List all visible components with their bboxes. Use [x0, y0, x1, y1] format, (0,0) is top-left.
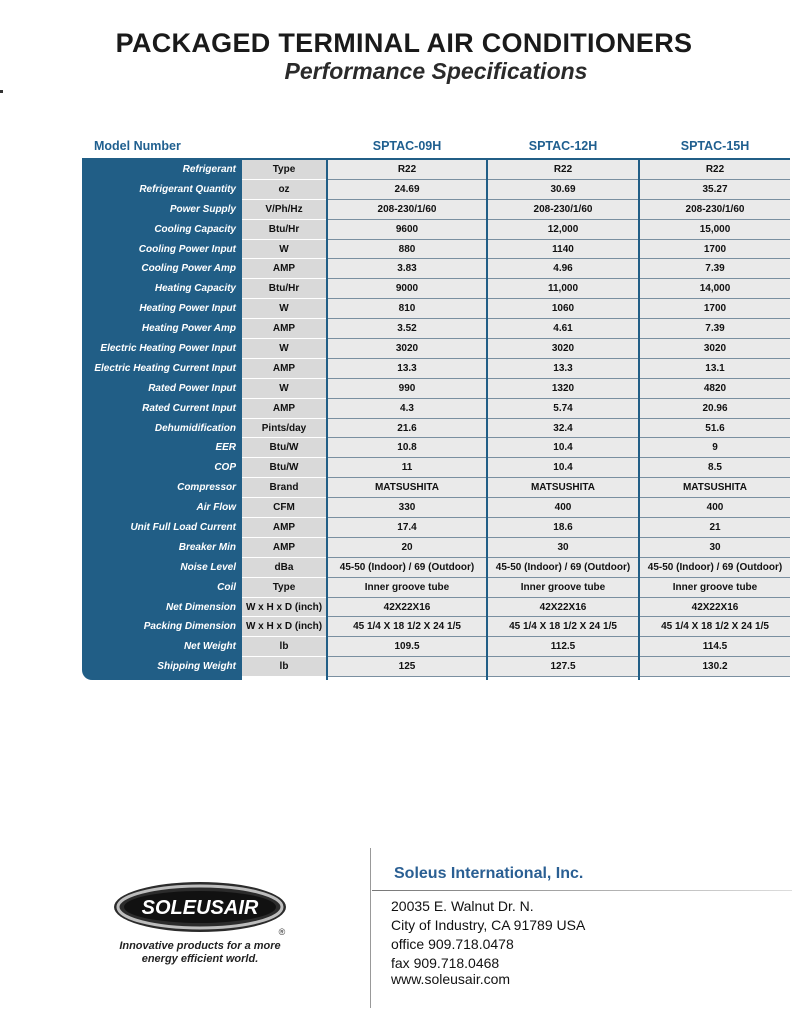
row-label: Packing Dimension: [143, 621, 236, 633]
table-row: [82, 220, 790, 240]
row-value: 18.6: [488, 518, 638, 538]
row-label: Cooling Power Amp: [141, 263, 236, 275]
footer-horizontal-rule: [372, 890, 792, 891]
table-row: [82, 319, 790, 339]
row-unit: AMP: [242, 359, 326, 379]
row-value: 3020: [328, 339, 486, 359]
row-label: COP: [214, 462, 236, 474]
table-row: [82, 578, 790, 598]
office-phone: office 909.718.0478: [391, 936, 514, 952]
table-row: [82, 359, 790, 379]
row-value: 114.5: [640, 637, 790, 657]
row-unit: AMP: [242, 538, 326, 558]
row-value: 13.1: [640, 359, 790, 379]
row-value: R22: [640, 160, 790, 180]
row-value: 45 1/4 X 18 1/2 X 24 1/5: [488, 617, 638, 637]
row-value: 810: [328, 299, 486, 319]
row-value: 20: [328, 538, 486, 558]
row-value: 10.4: [488, 438, 638, 458]
row-value: 208-230/1/60: [488, 200, 638, 220]
row-value: 11,000: [488, 279, 638, 299]
row-value: 8.5: [640, 458, 790, 478]
model-number-header: Model Number: [94, 139, 181, 153]
row-value: 42X22X16: [488, 598, 638, 618]
row-label: Coil: [217, 581, 236, 593]
row-value: 4.3: [328, 399, 486, 419]
tagline-line-1: Innovative products for a more: [119, 940, 281, 952]
row-label: Electric Heating Current Input: [94, 362, 236, 374]
page-title: PACKAGED TERMINAL AIR CONDITIONERS: [115, 28, 693, 58]
row-unit: lb: [242, 637, 326, 657]
row-unit: W x H x D (inch): [242, 598, 326, 618]
row-value: 9000: [328, 279, 486, 299]
row-value: 3.52: [328, 319, 486, 339]
row-label: Heating Power Input: [139, 303, 236, 315]
row-value: 21: [640, 518, 790, 538]
row-value: 127.5: [488, 657, 638, 677]
row-value: 1140: [488, 240, 638, 260]
row-value: 10.8: [328, 438, 486, 458]
row-value: Inner groove tube: [640, 578, 790, 598]
margin-mark: [0, 90, 3, 93]
address-line-2: City of Industry, CA 91789 USA: [391, 917, 586, 933]
row-value: 1700: [640, 240, 790, 260]
row-label: Net Weight: [183, 641, 236, 653]
table-row: [82, 399, 790, 419]
row-label: Electric Heating Power Input: [100, 343, 236, 355]
row-label: EER: [215, 442, 236, 454]
row-value: 208-230/1/60: [328, 200, 486, 220]
row-label: Cooling Capacity: [154, 223, 236, 235]
row-unit: Pints/day: [242, 419, 326, 439]
row-value: 9: [640, 438, 790, 458]
row-unit: AMP: [242, 399, 326, 419]
table-row: [82, 180, 790, 200]
table-row: [82, 598, 790, 618]
row-unit: W: [242, 299, 326, 319]
table-row: [82, 339, 790, 359]
row-value: 42X22X16: [640, 598, 790, 618]
row-unit: Btu/Hr: [242, 279, 326, 299]
table-row: [82, 518, 790, 538]
table-row: [82, 637, 790, 657]
row-value: R22: [488, 160, 638, 180]
row-value: MATSUSHITA: [488, 478, 638, 498]
row-label: Air Flow: [196, 502, 236, 514]
row-value: 24.69: [328, 180, 486, 200]
row-value: Inner groove tube: [328, 578, 486, 598]
row-value: 45 1/4 X 18 1/2 X 24 1/5: [640, 617, 790, 637]
row-value: 14,000: [640, 279, 790, 299]
row-value: 208-230/1/60: [640, 200, 790, 220]
row-unit: W x H x D (inch): [242, 617, 326, 637]
row-label: Unit Full Load Current: [130, 522, 236, 534]
row-value: 51.6: [640, 419, 790, 439]
footer-vertical-rule: [370, 848, 371, 1008]
row-value: 4.61: [488, 319, 638, 339]
row-unit: W: [242, 339, 326, 359]
row-value: 30: [640, 538, 790, 558]
row-label: Dehumidification: [154, 422, 236, 434]
row-value: 1320: [488, 379, 638, 399]
row-label: Net Dimension: [165, 601, 236, 613]
row-unit: W: [242, 240, 326, 260]
table-row: [82, 200, 790, 220]
row-value: 112.5: [488, 637, 638, 657]
model-header-2: SPTAC-12H: [528, 139, 598, 153]
row-value: 990: [328, 379, 486, 399]
row-value: 3.83: [328, 259, 486, 279]
row-value: 12,000: [488, 220, 638, 240]
row-unit: Btu/Hr: [242, 220, 326, 240]
table-row: [82, 299, 790, 319]
row-value: 15,000: [640, 220, 790, 240]
row-value: 1060: [488, 299, 638, 319]
table-row: [82, 438, 790, 458]
logo-text: SOLEUSAIR: [141, 897, 259, 919]
row-unit: W: [242, 379, 326, 399]
tagline-line-2: energy efficient world.: [141, 953, 259, 965]
website-link[interactable]: www.soleusair.com: [391, 971, 511, 987]
table-header-row: [82, 136, 790, 158]
row-value: 21.6: [328, 419, 486, 439]
fax-number: fax 909.718.0468: [391, 955, 500, 971]
row-label: Heating Capacity: [154, 283, 236, 295]
row-label: Noise Level: [180, 561, 236, 573]
address-line-1: 20035 E. Walnut Dr. N.: [391, 898, 534, 914]
page-subtitle: Performance Specifications: [284, 58, 588, 84]
table-row: [82, 379, 790, 399]
table-row: [82, 458, 790, 478]
row-value: 45-50 (Indoor) / 69 (Outdoor): [640, 558, 790, 578]
row-value: 42X22X16: [328, 598, 486, 618]
row-value: 32.4: [488, 419, 638, 439]
table-row: [82, 498, 790, 518]
row-value: 109.5: [328, 637, 486, 657]
table-row: [82, 240, 790, 260]
row-value: 4820: [640, 379, 790, 399]
table-row: [82, 259, 790, 279]
row-label: Cooling Power Input: [138, 243, 236, 255]
row-value: 3020: [488, 339, 638, 359]
row-value: 125: [328, 657, 486, 677]
row-value: 45-50 (Indoor) / 69 (Outdoor): [328, 558, 486, 578]
row-unit: dBa: [242, 558, 326, 578]
row-unit: AMP: [242, 319, 326, 339]
row-label: Power Supply: [169, 203, 236, 215]
model-header-3: SPTAC-15H: [680, 139, 750, 153]
table-row: [82, 558, 790, 578]
row-unit: AMP: [242, 259, 326, 279]
row-value: Inner groove tube: [488, 578, 638, 598]
row-value: 4.96: [488, 259, 638, 279]
row-value: 330: [328, 498, 486, 518]
row-value: 400: [640, 498, 790, 518]
model-header-1: SPTAC-09H: [372, 139, 442, 153]
specifications-table: [82, 136, 790, 681]
row-unit: AMP: [242, 518, 326, 538]
table-row: [82, 279, 790, 299]
row-value: 45-50 (Indoor) / 69 (Outdoor): [488, 558, 638, 578]
registered-mark: ®: [278, 927, 286, 937]
row-label: Refrigerant Quantity: [139, 183, 236, 195]
row-unit: Type: [242, 160, 326, 180]
row-value: 45 1/4 X 18 1/2 X 24 1/5: [328, 617, 486, 637]
row-value: 35.27: [640, 180, 790, 200]
row-value: 5.74: [488, 399, 638, 419]
tagline: [95, 940, 305, 966]
table-row: [82, 160, 790, 180]
row-unit: V/Ph/Hz: [242, 200, 326, 220]
row-label: Shipping Weight: [157, 661, 236, 673]
row-value: MATSUSHITA: [640, 478, 790, 498]
row-value: 20.96: [640, 399, 790, 419]
company-name: Soleus International, Inc.: [394, 865, 584, 882]
row-unit: CFM: [242, 498, 326, 518]
row-value: 30: [488, 538, 638, 558]
table-row: [82, 657, 790, 677]
row-value: 3020: [640, 339, 790, 359]
row-value: 7.39: [640, 319, 790, 339]
table-row: [82, 478, 790, 498]
row-value: MATSUSHITA: [328, 478, 486, 498]
row-unit: Btu/W: [242, 458, 326, 478]
row-unit: Type: [242, 578, 326, 598]
row-label: Rated Current Input: [142, 402, 236, 414]
row-label: Heating Power Amp: [141, 323, 236, 335]
row-value: 400: [488, 498, 638, 518]
row-value: 9600: [328, 220, 486, 240]
row-label: Compressor: [177, 482, 236, 494]
table-row: [82, 617, 790, 637]
row-label: Breaker Min: [178, 541, 236, 553]
row-value: 7.39: [640, 259, 790, 279]
row-value: 1700: [640, 299, 790, 319]
row-value: R22: [328, 160, 486, 180]
row-value: 13.3: [328, 359, 486, 379]
row-value: 13.3: [488, 359, 638, 379]
row-value: 17.4: [328, 518, 486, 538]
row-label: Refrigerant: [182, 164, 236, 175]
row-label: Rated Power Input: [148, 382, 236, 394]
soleusair-logo: [112, 880, 292, 938]
table-row: [82, 419, 790, 439]
row-value: 130.2: [640, 657, 790, 677]
row-unit: oz: [242, 180, 326, 200]
row-unit: lb: [242, 657, 326, 677]
row-value: 30.69: [488, 180, 638, 200]
row-unit: Brand: [242, 478, 326, 498]
table-row: [82, 538, 790, 558]
row-value: 880: [328, 240, 486, 260]
row-unit: Btu/W: [242, 438, 326, 458]
row-value: 11: [328, 458, 486, 478]
table-body: [82, 160, 790, 677]
row-value: 10.4: [488, 458, 638, 478]
